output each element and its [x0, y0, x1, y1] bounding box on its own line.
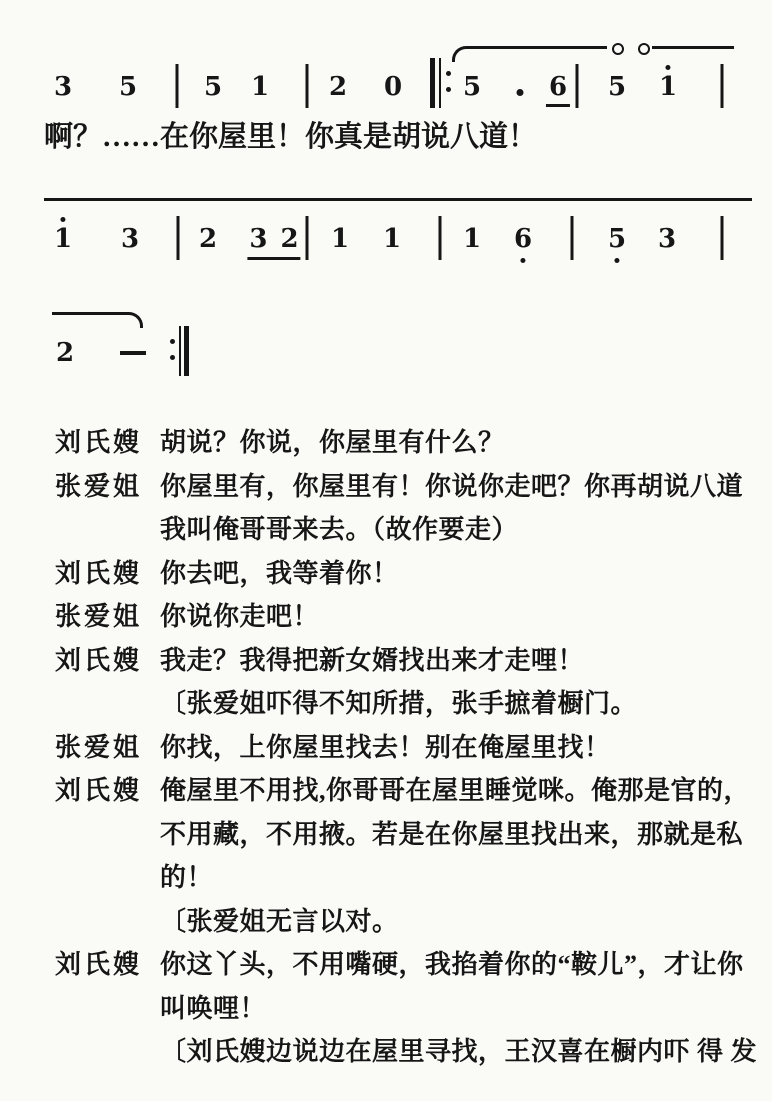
barline: [177, 216, 180, 260]
jianpu-beamed-pair: [249, 226, 298, 252]
speaker-label: 刘氏嫂: [55, 950, 143, 980]
dialogue-line: 的！: [160, 863, 214, 893]
speaker-label: 张爱姐: [55, 732, 143, 762]
jianpu-note: 3: [657, 224, 677, 254]
barline: [721, 216, 724, 260]
jianpu-note: 1: [659, 74, 677, 100]
jianpu-note: 1: [462, 224, 482, 254]
speaker-label: 刘氏嫂: [55, 645, 143, 675]
repeat-dot: [446, 87, 451, 92]
barline: [176, 64, 179, 108]
octave-dot-below: [521, 258, 526, 263]
repeat-dot: [170, 355, 175, 360]
jianpu-note: 6: [549, 74, 567, 100]
lyric-line: 啊？……在你屋里！你真是胡说八道！: [44, 121, 538, 153]
speaker-label: 张爱姐: [55, 602, 143, 632]
barline: [576, 64, 579, 108]
octave-dot-above: [666, 65, 671, 70]
barline: [721, 64, 724, 108]
eighth-underline: [546, 104, 570, 107]
jianpu-note: 2: [55, 338, 75, 368]
jianpu-note: 6: [514, 226, 532, 252]
repeat-dot: [170, 339, 175, 344]
repeat-thin-bar: [179, 326, 181, 376]
speaker-label: 刘氏嫂: [55, 558, 143, 588]
dialogue-row: [55, 985, 761, 1029]
jianpu-note: 2: [280, 224, 299, 254]
jianpu-note: 2: [198, 224, 218, 254]
slur-start-hook: [452, 46, 607, 62]
repeat-thin-bar: [439, 58, 441, 108]
jianpu-note: 2: [328, 72, 348, 102]
jianpu-note: 1: [250, 72, 270, 102]
speaker-label: 刘氏嫂: [55, 776, 143, 806]
barline: [306, 64, 309, 108]
dialogue-row: [55, 506, 761, 550]
dialogue-line: 胡说？你说，你屋里有什么？: [160, 428, 505, 458]
augmentation-dot: [517, 89, 524, 96]
dialogue-line: 你去吧，我等着你！: [160, 558, 399, 588]
dialogue-row: [55, 898, 761, 942]
dialogue-row: [55, 419, 761, 463]
slur-end-hook: [52, 312, 143, 328]
dialogue-line: 你这丫头，不用嘴硬，我掐着你的“鞍儿”，才让你: [160, 950, 744, 980]
octave-dot-above: [61, 217, 66, 222]
repeat-thick-bar: [430, 58, 435, 108]
slur-circle-mark: [638, 43, 650, 55]
barline: [306, 216, 309, 260]
dialogue-row: [55, 854, 761, 898]
repeat-end-sign: [170, 326, 192, 376]
jianpu-note: 1: [330, 224, 350, 254]
dialogue-line: 你找，上你屋里找去！别在俺屋里找！: [160, 732, 611, 762]
repeat-dot: [446, 71, 451, 76]
jianpu-note: 3: [53, 72, 73, 102]
slur-circle-mark: [612, 43, 624, 55]
dialogue-row: [55, 680, 761, 724]
jianpu-note: 5: [608, 226, 626, 252]
eighth-underline: [247, 257, 300, 260]
dialogue-line: 你说你走吧！: [160, 602, 320, 632]
speaker-label: 张爱姐: [55, 471, 143, 501]
dialogue-row: [55, 811, 761, 855]
dialogue-line: 你屋里有，你屋里有！你说你走吧？你再胡说八道: [160, 471, 744, 501]
jianpu-note: 5: [607, 72, 627, 102]
barline: [439, 216, 442, 260]
stage-direction: 〔张爱姐吓得不知所措，张手摭着橱门。: [160, 689, 638, 719]
jianpu-note: 1: [382, 224, 402, 254]
dialogue-row: [55, 724, 761, 768]
slur-line: [652, 46, 734, 49]
dialogue-line: 叫唤哩！: [160, 993, 267, 1023]
slur-line: [44, 198, 752, 201]
stage-direction: 〔张爱姐无言以对。: [160, 906, 399, 936]
dialogue-row: [55, 767, 761, 811]
dialogue-row: [55, 637, 761, 681]
jianpu-note: 0: [383, 72, 403, 102]
dialogue-row: [55, 593, 761, 637]
jianpu-note: 3: [249, 224, 268, 254]
dialogue-row: [55, 463, 761, 507]
jianpu-note: 1: [54, 226, 72, 252]
jianpu-note: 5: [462, 72, 482, 102]
dialogue-line: 不用藏，不用掖。若是在你屋里找出来，那就是私: [160, 819, 744, 849]
barline: [571, 216, 574, 260]
octave-dot-below: [615, 258, 620, 263]
jianpu-note: 5: [118, 72, 138, 102]
dialogue-line: 我叫俺哥哥来去。（故作要走）: [160, 515, 519, 545]
dialogue-row: [55, 550, 761, 594]
stage-direction: 〔刘氏嫂边说边在屋里寻找，王汉喜在橱内吓 得 发: [160, 1037, 758, 1067]
speaker-label: 刘氏嫂: [55, 428, 143, 458]
jianpu-note: 3: [120, 224, 140, 254]
dialogue-block: [55, 419, 761, 1072]
dialogue-line: 俺屋里不用找,你哥哥在屋里睡觉咪。俺那是官的，: [160, 776, 751, 806]
dialogue-line: 我走？我得把新女婿找出来才走哩！: [160, 645, 585, 675]
jianpu-note: 5: [203, 72, 223, 102]
repeat-begin-sign: [430, 58, 452, 108]
dialogue-row: [55, 941, 761, 985]
repeat-thick-bar: [184, 326, 189, 376]
dialogue-row: [55, 1028, 761, 1072]
duration-dash: [120, 351, 146, 355]
